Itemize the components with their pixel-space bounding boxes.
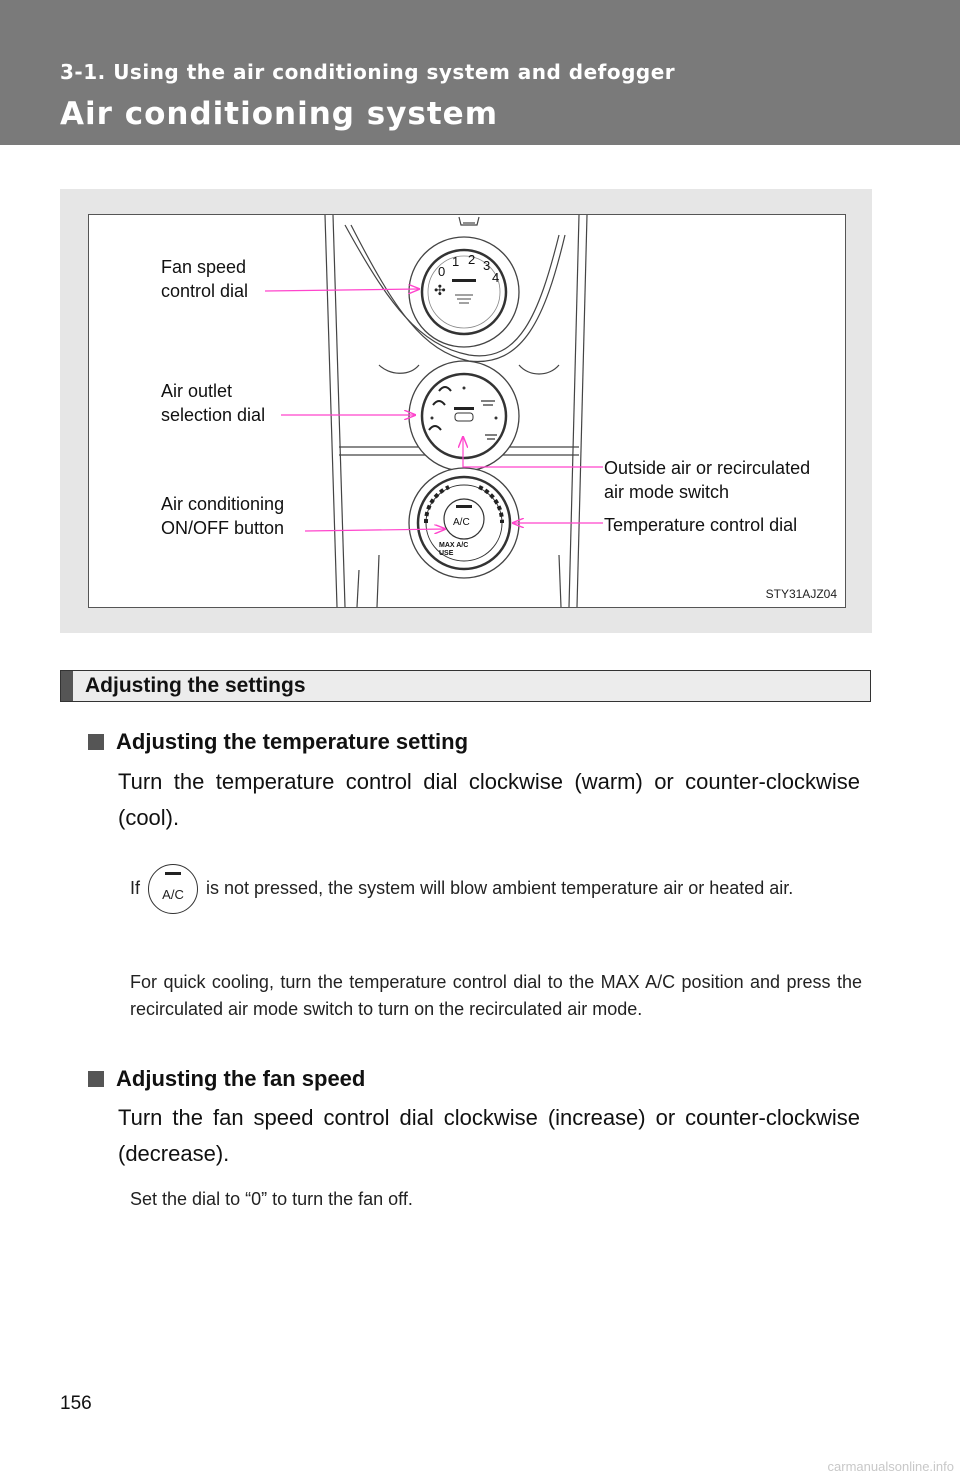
max-ac-use-label: USE: [439, 550, 454, 557]
fan-dial-number-4: 4: [492, 270, 500, 285]
topic-fan-speed-title: Adjusting the fan speed: [116, 1066, 366, 1091]
watermark: carmanualsonline.info: [827, 1459, 954, 1474]
callout-fan-speed: [161, 255, 248, 303]
ac-button-icon: [148, 864, 198, 914]
svg-text:✣: ✣: [434, 283, 446, 299]
topic-temperature-heading: [88, 729, 468, 755]
ac-icon-label: A/C: [162, 887, 184, 902]
topic-fan-speed-heading: [88, 1066, 365, 1092]
max-ac-label: MAX A/C: [439, 542, 469, 549]
page-title: Air conditioning system: [60, 96, 499, 132]
callout-ac-button-line2: ON/OFF button: [161, 518, 285, 538]
callout-ac-button: [161, 492, 284, 540]
callout-temperature: Temperature control dial: [604, 515, 798, 535]
callout-air-outlet-line1: Air outlet: [161, 381, 233, 401]
air-outlet-dial-graphic: [409, 361, 519, 471]
page-number: 156: [60, 1393, 92, 1414]
subsection-header: [60, 670, 871, 702]
temperature-note-quick-cooling: For quick cooling, turn the temperature control dial to the MAX A/C position and press the recirculated air mode switch to turn on the recirculated air mode.: [130, 972, 862, 1019]
note-ac-after: is not pressed, the system will blow ambient temperature air or heated air.: [206, 877, 794, 898]
callout-fan-speed-line1: Fan speed: [161, 257, 247, 277]
fan-dial-number-1: 1: [452, 254, 460, 269]
control-panel-illustration: [88, 214, 846, 608]
square-bullet-icon: [88, 1071, 104, 1087]
fan-dial-number-2: 2: [468, 252, 476, 267]
callout-air-outlet-line2: selection dial: [161, 405, 266, 425]
subsection-title: Adjusting the settings: [85, 674, 306, 697]
subsection-marker: [61, 671, 73, 701]
callout-ac-button-line1: Air conditioning: [161, 494, 285, 514]
page-header: [0, 0, 960, 145]
fan-speed-note: Set the dial to “0” to turn the fan off.: [130, 1189, 413, 1209]
ac-dial-label: A/C: [453, 517, 470, 528]
callout-recirculation-line1: Outside air or recirculated: [604, 458, 811, 478]
section-label: 3-1. Using the air conditioning system and defogger: [60, 60, 676, 84]
callout-recirculation-line2: air mode switch: [604, 482, 730, 502]
figure-code: STY31AJZ04: [765, 587, 837, 601]
square-bullet-icon: [88, 734, 104, 750]
fan-dial-number-0: 0: [438, 264, 446, 279]
fan-speed-dial-graphic: [409, 237, 519, 347]
callout-air-outlet: [161, 379, 265, 427]
callout-recirculation: [604, 456, 810, 504]
note-ac-before: If: [130, 877, 141, 898]
topic-temperature-body: Turn the temperature control dial clockwise (warm) or counter-clockwise (cool).: [118, 769, 860, 830]
topic-fan-speed-body: Turn the fan speed control dial clockwise (increase) or counter-clockwise (decrease).: [118, 1105, 860, 1166]
callout-fan-speed-line2: control dial: [161, 281, 249, 301]
fan-dial-number-3: 3: [483, 258, 491, 273]
temperature-note-ac: [130, 864, 862, 914]
topic-temperature-title: Adjusting the temperature setting: [116, 729, 469, 754]
temperature-dial-graphic: [409, 468, 519, 578]
